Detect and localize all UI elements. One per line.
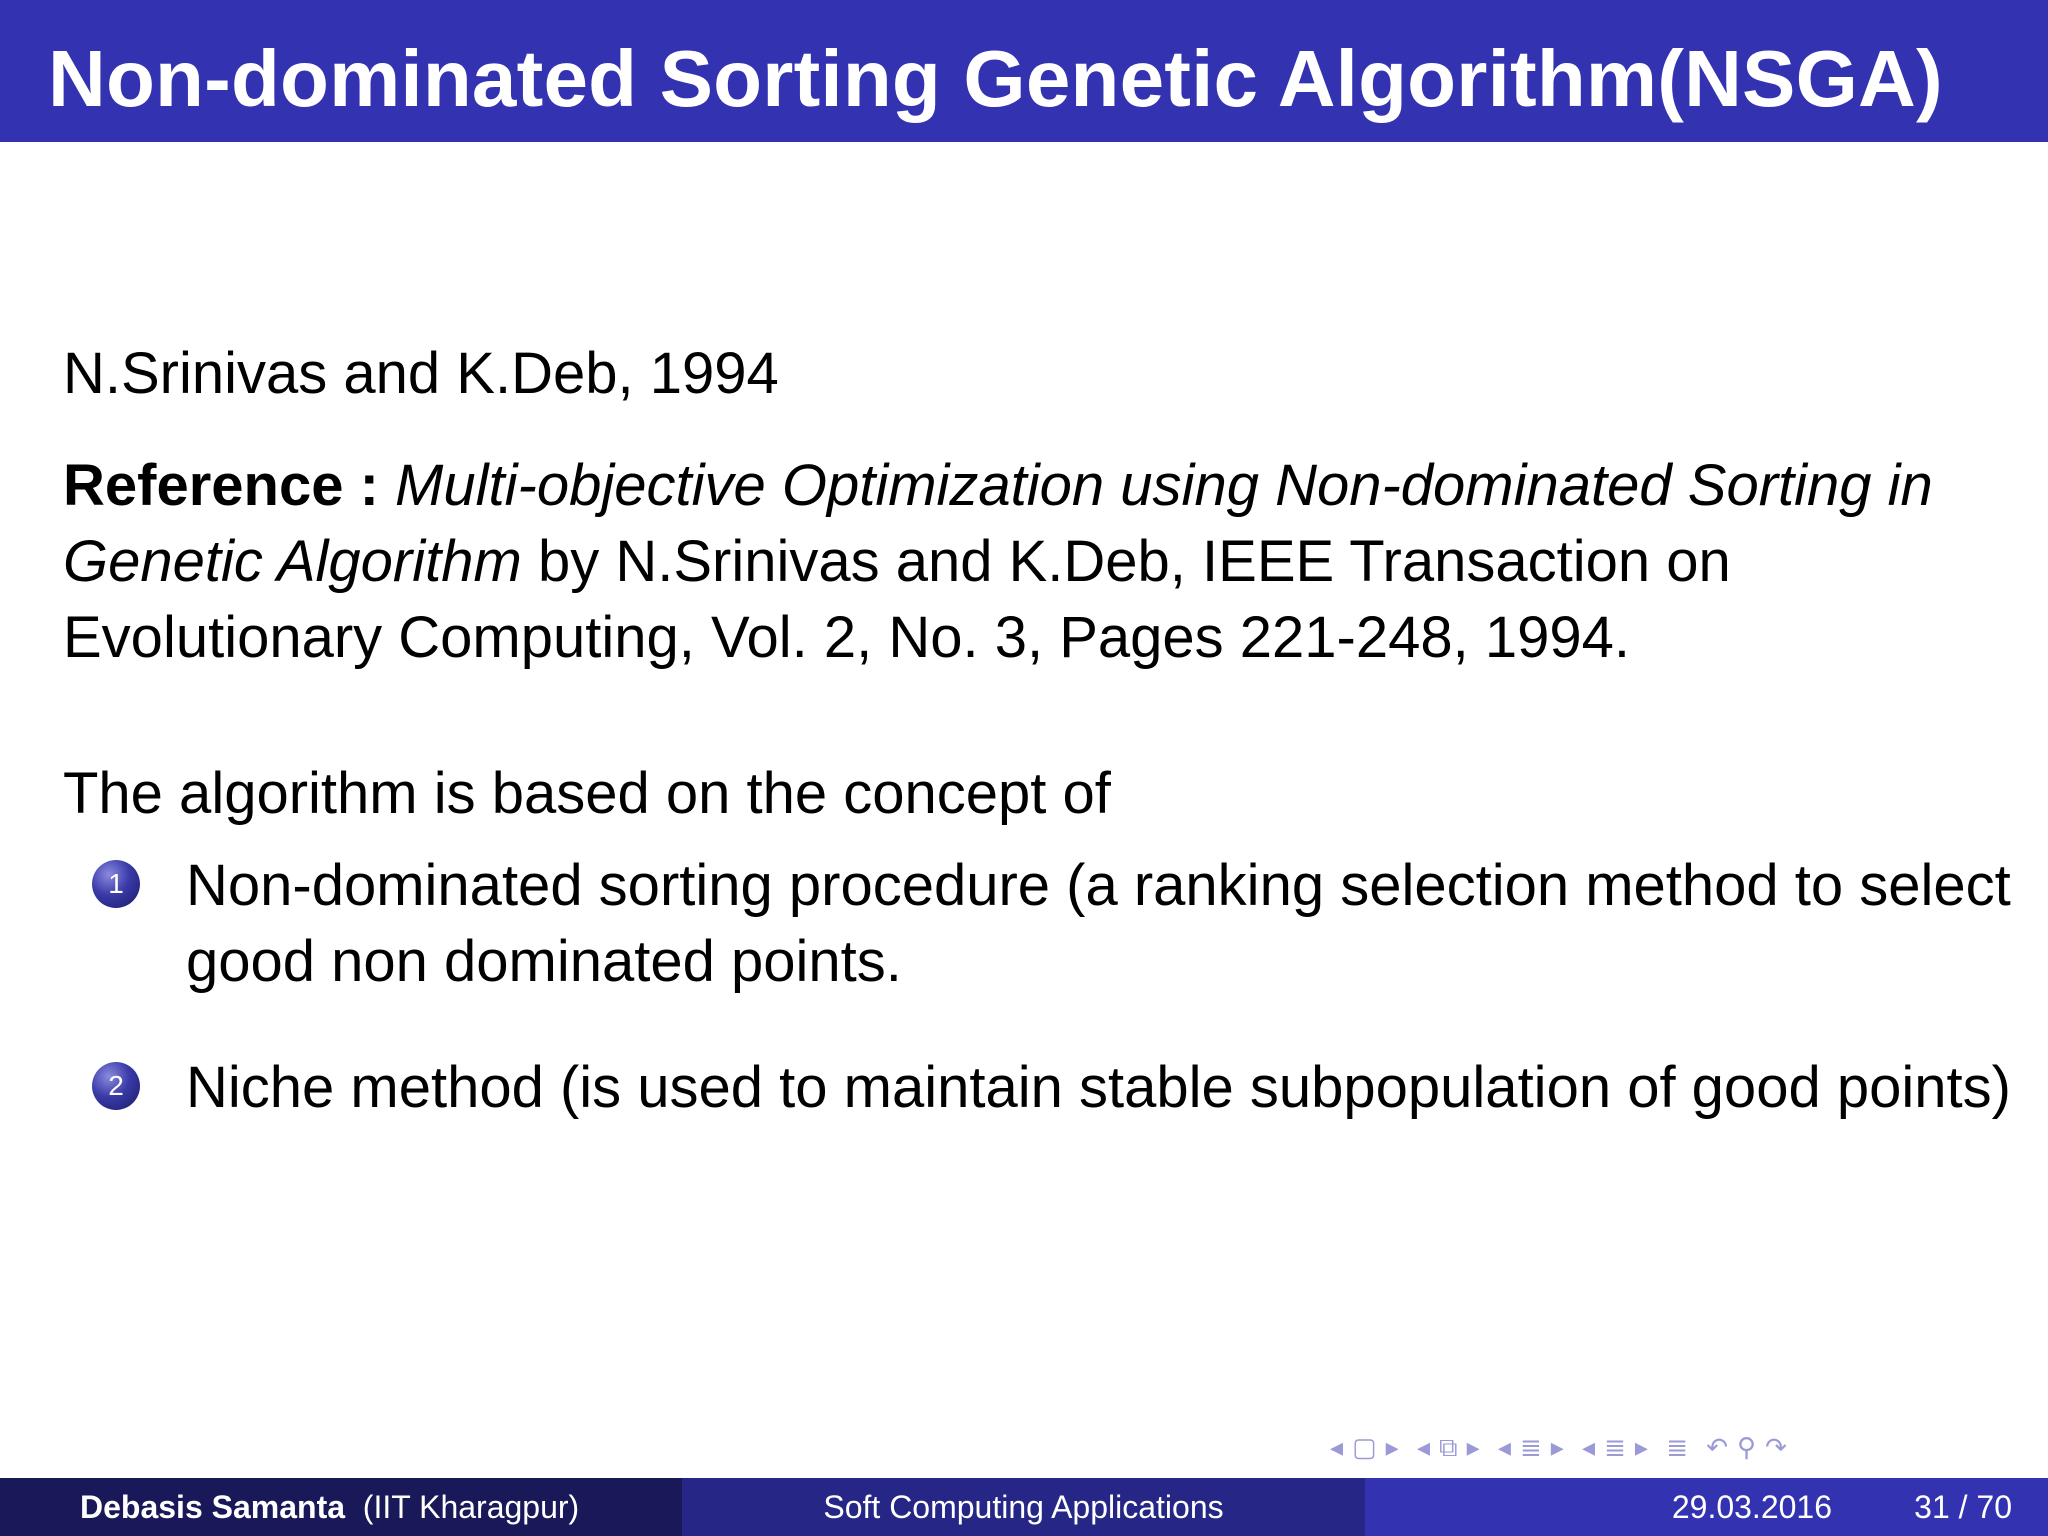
beamer-navigation-bar bbox=[1330, 1432, 2030, 1466]
nav-right-arrow-icon[interactable]: ▸ bbox=[1550, 1432, 1566, 1462]
reference-details: by N.Srinivas and K.Deb, IEEE Transaction on Evolutionary Computing, Vol. 2, No. 3, Pages 221-248, 1994. bbox=[63, 529, 1731, 670]
footer-date-page-segment bbox=[1365, 1478, 2048, 1536]
nav-left-arrow-icon[interactable]: ◂ bbox=[1497, 1432, 1513, 1462]
nav-right-arrow-icon[interactable]: ▸ bbox=[1385, 1432, 1401, 1462]
footer-author-segment bbox=[0, 1478, 682, 1536]
nav-left-arrow-icon[interactable]: ◂ bbox=[1416, 1432, 1432, 1462]
intro-text: The algorithm is based on the concept of bbox=[63, 761, 1111, 826]
item-number-badge: 1 bbox=[92, 860, 140, 908]
authors-line: N.Srinivas and K.Deb, 1994 bbox=[63, 341, 779, 406]
section-icon[interactable]: ≣ bbox=[1519, 1432, 1544, 1462]
list-item-text: Niche method (is used to maintain stable subpopulation of good points) bbox=[186, 1055, 2011, 1120]
slide-title: Non-dominated Sorting Genetic Algorithm(NSGA) bbox=[48, 34, 1943, 123]
back-icon[interactable]: ↶ bbox=[1706, 1432, 1731, 1462]
footer-author: Debasis Samanta bbox=[80, 1489, 346, 1525]
slide-footer bbox=[0, 1478, 2048, 1536]
nav-left-arrow-icon[interactable]: ◂ bbox=[1330, 1432, 1346, 1462]
nav-right-arrow-icon[interactable]: ▸ bbox=[1634, 1432, 1650, 1462]
list-item-text: Non-dominated sorting procedure (a ranking selection method to select good non dominated points. bbox=[186, 853, 2011, 994]
nav-right-arrow-icon[interactable]: ▸ bbox=[1466, 1432, 1482, 1462]
nav-left-arrow-icon[interactable]: ◂ bbox=[1582, 1432, 1598, 1462]
reference-title: Multi-objective Optimization using Non-dominated Sorting in Genetic Algorithm bbox=[63, 453, 1933, 594]
forward-icon[interactable]: ↷ bbox=[1765, 1432, 1789, 1462]
footer-course: Soft Computing Applications bbox=[682, 1478, 1365, 1536]
list-icon[interactable]: ≣ bbox=[1604, 1432, 1628, 1462]
footer-affiliation: (IIT Kharagpur) bbox=[362, 1489, 580, 1525]
footer-date: 29.03.2016 bbox=[1671, 1489, 1832, 1525]
reference-paragraph bbox=[63, 448, 2008, 676]
item-number-badge: 2 bbox=[92, 1062, 140, 1110]
list-icon[interactable]: ≣ bbox=[1666, 1432, 1690, 1462]
slide-title-bar bbox=[0, 0, 2048, 142]
subsection-icon[interactable]: ⧉ bbox=[1439, 1432, 1460, 1462]
frame-icon[interactable]: ▢ bbox=[1352, 1432, 1379, 1462]
footer-page-number: 31 / 70 bbox=[1914, 1489, 2012, 1525]
search-icon[interactable]: ⚲ bbox=[1737, 1432, 1759, 1462]
reference-label: Reference : bbox=[63, 453, 379, 518]
